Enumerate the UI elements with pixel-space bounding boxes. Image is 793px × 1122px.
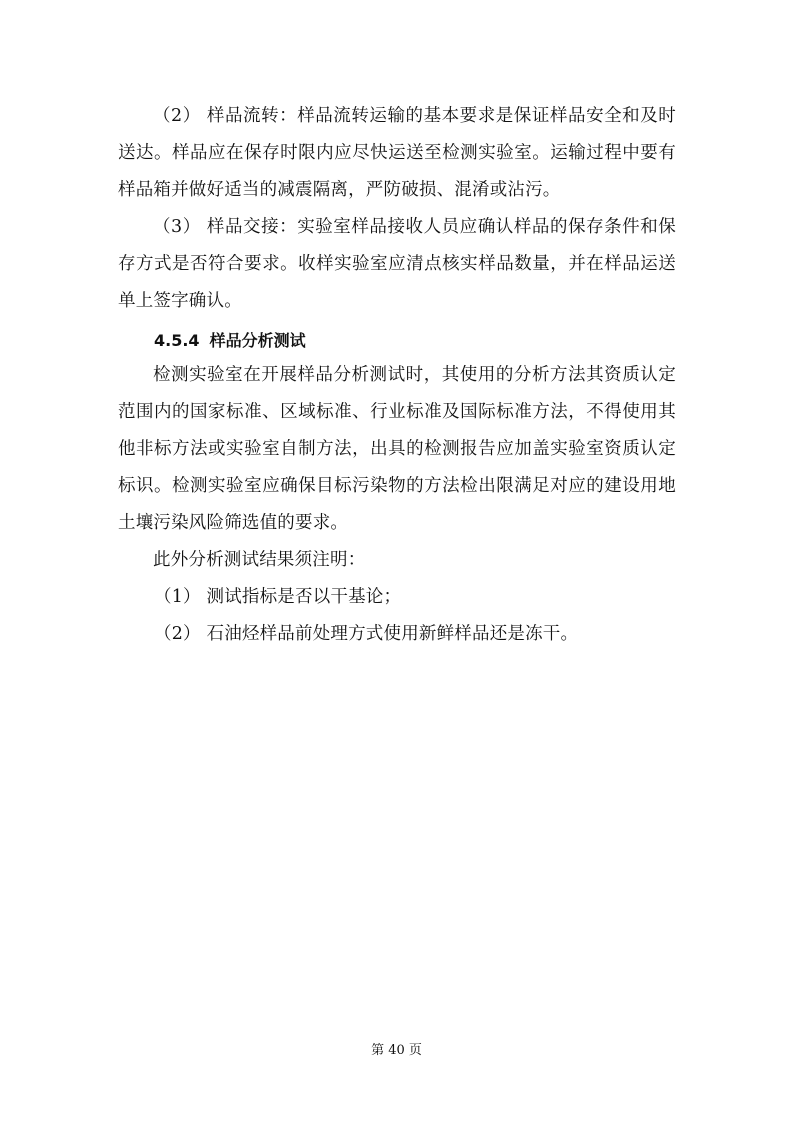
list-item-dry-basis: （1） 测试指标是否以干基论； xyxy=(154,587,402,607)
page-number: 第 40 页 xyxy=(371,1043,422,1058)
paragraph-sample-handover: （3） 样品交接：实验室样品接收人员应确认样品的保存条件和保存方式是否符合要求。收样实验室应清点核实样品数量，并在样品运送单上签字确认。 xyxy=(118,217,676,311)
paragraph-analysis-testing: 检测实验室在开展样品分析测试时，其使用的分析方法其资质认定范围内的国家标准、区域标准、行业标准及国际标准方法，不得使用其他非标方法或实验室自制方法，出具的检测报告应加盖实验室资质认定标识。检测实验室应确保目标污染物的方法检出限满足对应的建设用地土壤污染风险筛选值的要求。 xyxy=(118,365,676,533)
paragraph-result-notes: 此外分析测试结果须注明： xyxy=(153,550,366,570)
list-item-pretreatment: （2） 石油烃样品前处理方式使用新鲜样品还是冻干。 xyxy=(154,624,579,644)
document-body xyxy=(118,98,676,653)
section-number: 4.5.4 xyxy=(154,331,200,350)
paragraph-sample-transfer: （2） 样品流转：样品流转运输的基本要求是保证样品安全和及时送达。样品应在保存时限内应尽快运送至检测实验室。运输过程中要有样品箱并做好适当的减震隔离，严防破损、混淆或沾污。 xyxy=(118,106,676,200)
section-title: 样品分析测试 xyxy=(209,331,306,350)
section-heading xyxy=(118,325,676,357)
